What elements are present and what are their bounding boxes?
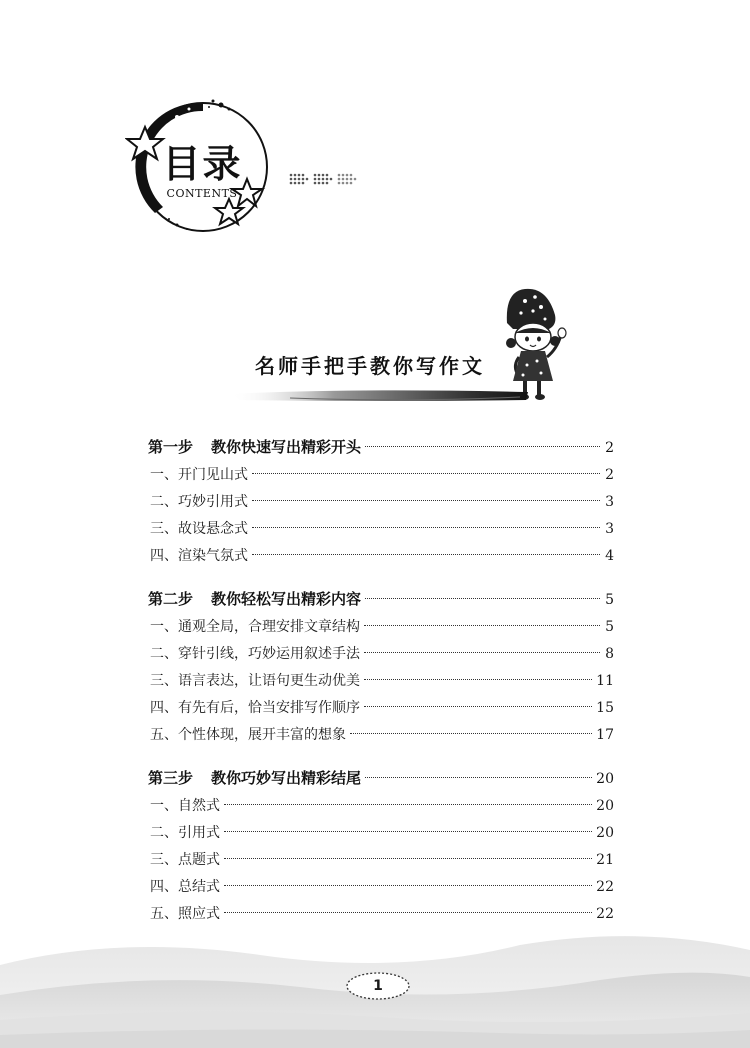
chapter-title: 教你巧妙写出精彩结尾 <box>211 769 362 787</box>
dot-leader <box>364 679 592 680</box>
dot-leader <box>365 777 592 778</box>
page-number: 1 <box>373 978 383 994</box>
toc-entry[interactable] <box>148 614 614 641</box>
entry-page: 20 <box>596 798 614 814</box>
dot-leader <box>365 598 600 599</box>
toc-entry[interactable] <box>148 543 614 570</box>
entry-page: 11 <box>596 673 614 689</box>
toc-entry[interactable] <box>148 793 614 820</box>
page-number-badge <box>345 970 411 1002</box>
dot-leader <box>224 858 592 859</box>
entry-label: 四、有先有后，恰当安排写作顺序 <box>150 700 360 716</box>
entry-label: 五、个性体现，展开丰富的想象 <box>150 727 346 743</box>
table-of-contents <box>148 432 614 942</box>
entry-page: 3 <box>605 521 614 537</box>
dot-leader <box>364 652 600 653</box>
chapter-number: 第二步 <box>148 590 194 608</box>
toc-chapter[interactable] <box>148 584 614 614</box>
entry-label: 三、点题式 <box>150 852 220 868</box>
entry-page: 3 <box>605 494 614 510</box>
toc-chapter[interactable] <box>148 432 614 462</box>
toc-title: 目录 <box>162 142 243 186</box>
dot-leader <box>364 706 592 707</box>
chapter-number: 第三步 <box>148 769 194 787</box>
toc-entry[interactable] <box>148 668 614 695</box>
arrow-dots-icon <box>288 170 358 186</box>
entry-label: 三、故设悬念式 <box>150 521 248 537</box>
toc-entry[interactable] <box>148 516 614 543</box>
toc-entry[interactable] <box>148 901 614 928</box>
toc-entry[interactable] <box>148 874 614 901</box>
toc-section <box>148 584 614 749</box>
entry-page: 21 <box>596 852 614 868</box>
toc-subtitle: CONTENTS <box>166 187 238 200</box>
entry-label: 一、开门见山式 <box>150 467 248 483</box>
dot-leader <box>364 625 600 626</box>
toc-entry[interactable] <box>148 695 614 722</box>
dot-leader <box>252 527 600 528</box>
dot-leader <box>252 554 600 555</box>
toc-entry[interactable] <box>148 489 614 516</box>
toc-entry[interactable] <box>148 722 614 749</box>
entry-label: 一、自然式 <box>150 798 220 814</box>
dot-leader <box>224 885 592 886</box>
chapter-page: 5 <box>605 592 614 608</box>
chapter-title: 教你快速写出精彩开头 <box>211 438 362 456</box>
toc-entry[interactable] <box>148 641 614 668</box>
dot-leader <box>252 473 600 474</box>
entry-page: 8 <box>605 646 614 662</box>
dot-leader <box>252 500 600 501</box>
dot-leader <box>224 804 592 805</box>
entry-label: 二、巧妙引用式 <box>150 494 248 510</box>
entry-label: 三、语言表达，让语句更生动优美 <box>150 673 360 689</box>
toc-section <box>148 763 614 928</box>
dot-leader <box>224 912 592 913</box>
entry-page: 4 <box>605 548 614 564</box>
entry-page: 20 <box>596 825 614 841</box>
chapter-number: 第一步 <box>148 438 194 456</box>
entry-label: 四、总结式 <box>150 879 220 895</box>
chapter-title: 教你轻松写出精彩内容 <box>211 590 362 608</box>
entry-page: 22 <box>596 879 614 895</box>
entry-label: 四、渲染气氛式 <box>150 548 248 564</box>
brush-stroke-icon <box>230 382 530 408</box>
book-title: 名师手把手教你写作文 <box>255 354 485 378</box>
toc-chapter[interactable] <box>148 763 614 793</box>
entry-page: 17 <box>596 727 614 743</box>
entry-page: 15 <box>596 700 614 716</box>
dot-leader <box>365 446 600 447</box>
entry-label: 一、通观全局，合理安排文章结构 <box>150 619 360 635</box>
entry-page: 5 <box>605 619 614 635</box>
entry-page: 22 <box>596 906 614 922</box>
toc-section <box>148 432 614 570</box>
toc-entry[interactable] <box>148 820 614 847</box>
toc-entry[interactable] <box>148 462 614 489</box>
chapter-page: 20 <box>596 771 614 787</box>
entry-label: 二、穿针引线，巧妙运用叙述手法 <box>150 646 360 662</box>
toc-entry[interactable] <box>148 847 614 874</box>
contents-emblem <box>125 95 275 245</box>
entry-page: 2 <box>605 467 614 483</box>
dot-leader <box>350 733 592 734</box>
dot-leader <box>224 831 592 832</box>
chapter-page: 2 <box>605 440 614 456</box>
entry-label: 二、引用式 <box>150 825 220 841</box>
entry-label: 五、照应式 <box>150 906 220 922</box>
